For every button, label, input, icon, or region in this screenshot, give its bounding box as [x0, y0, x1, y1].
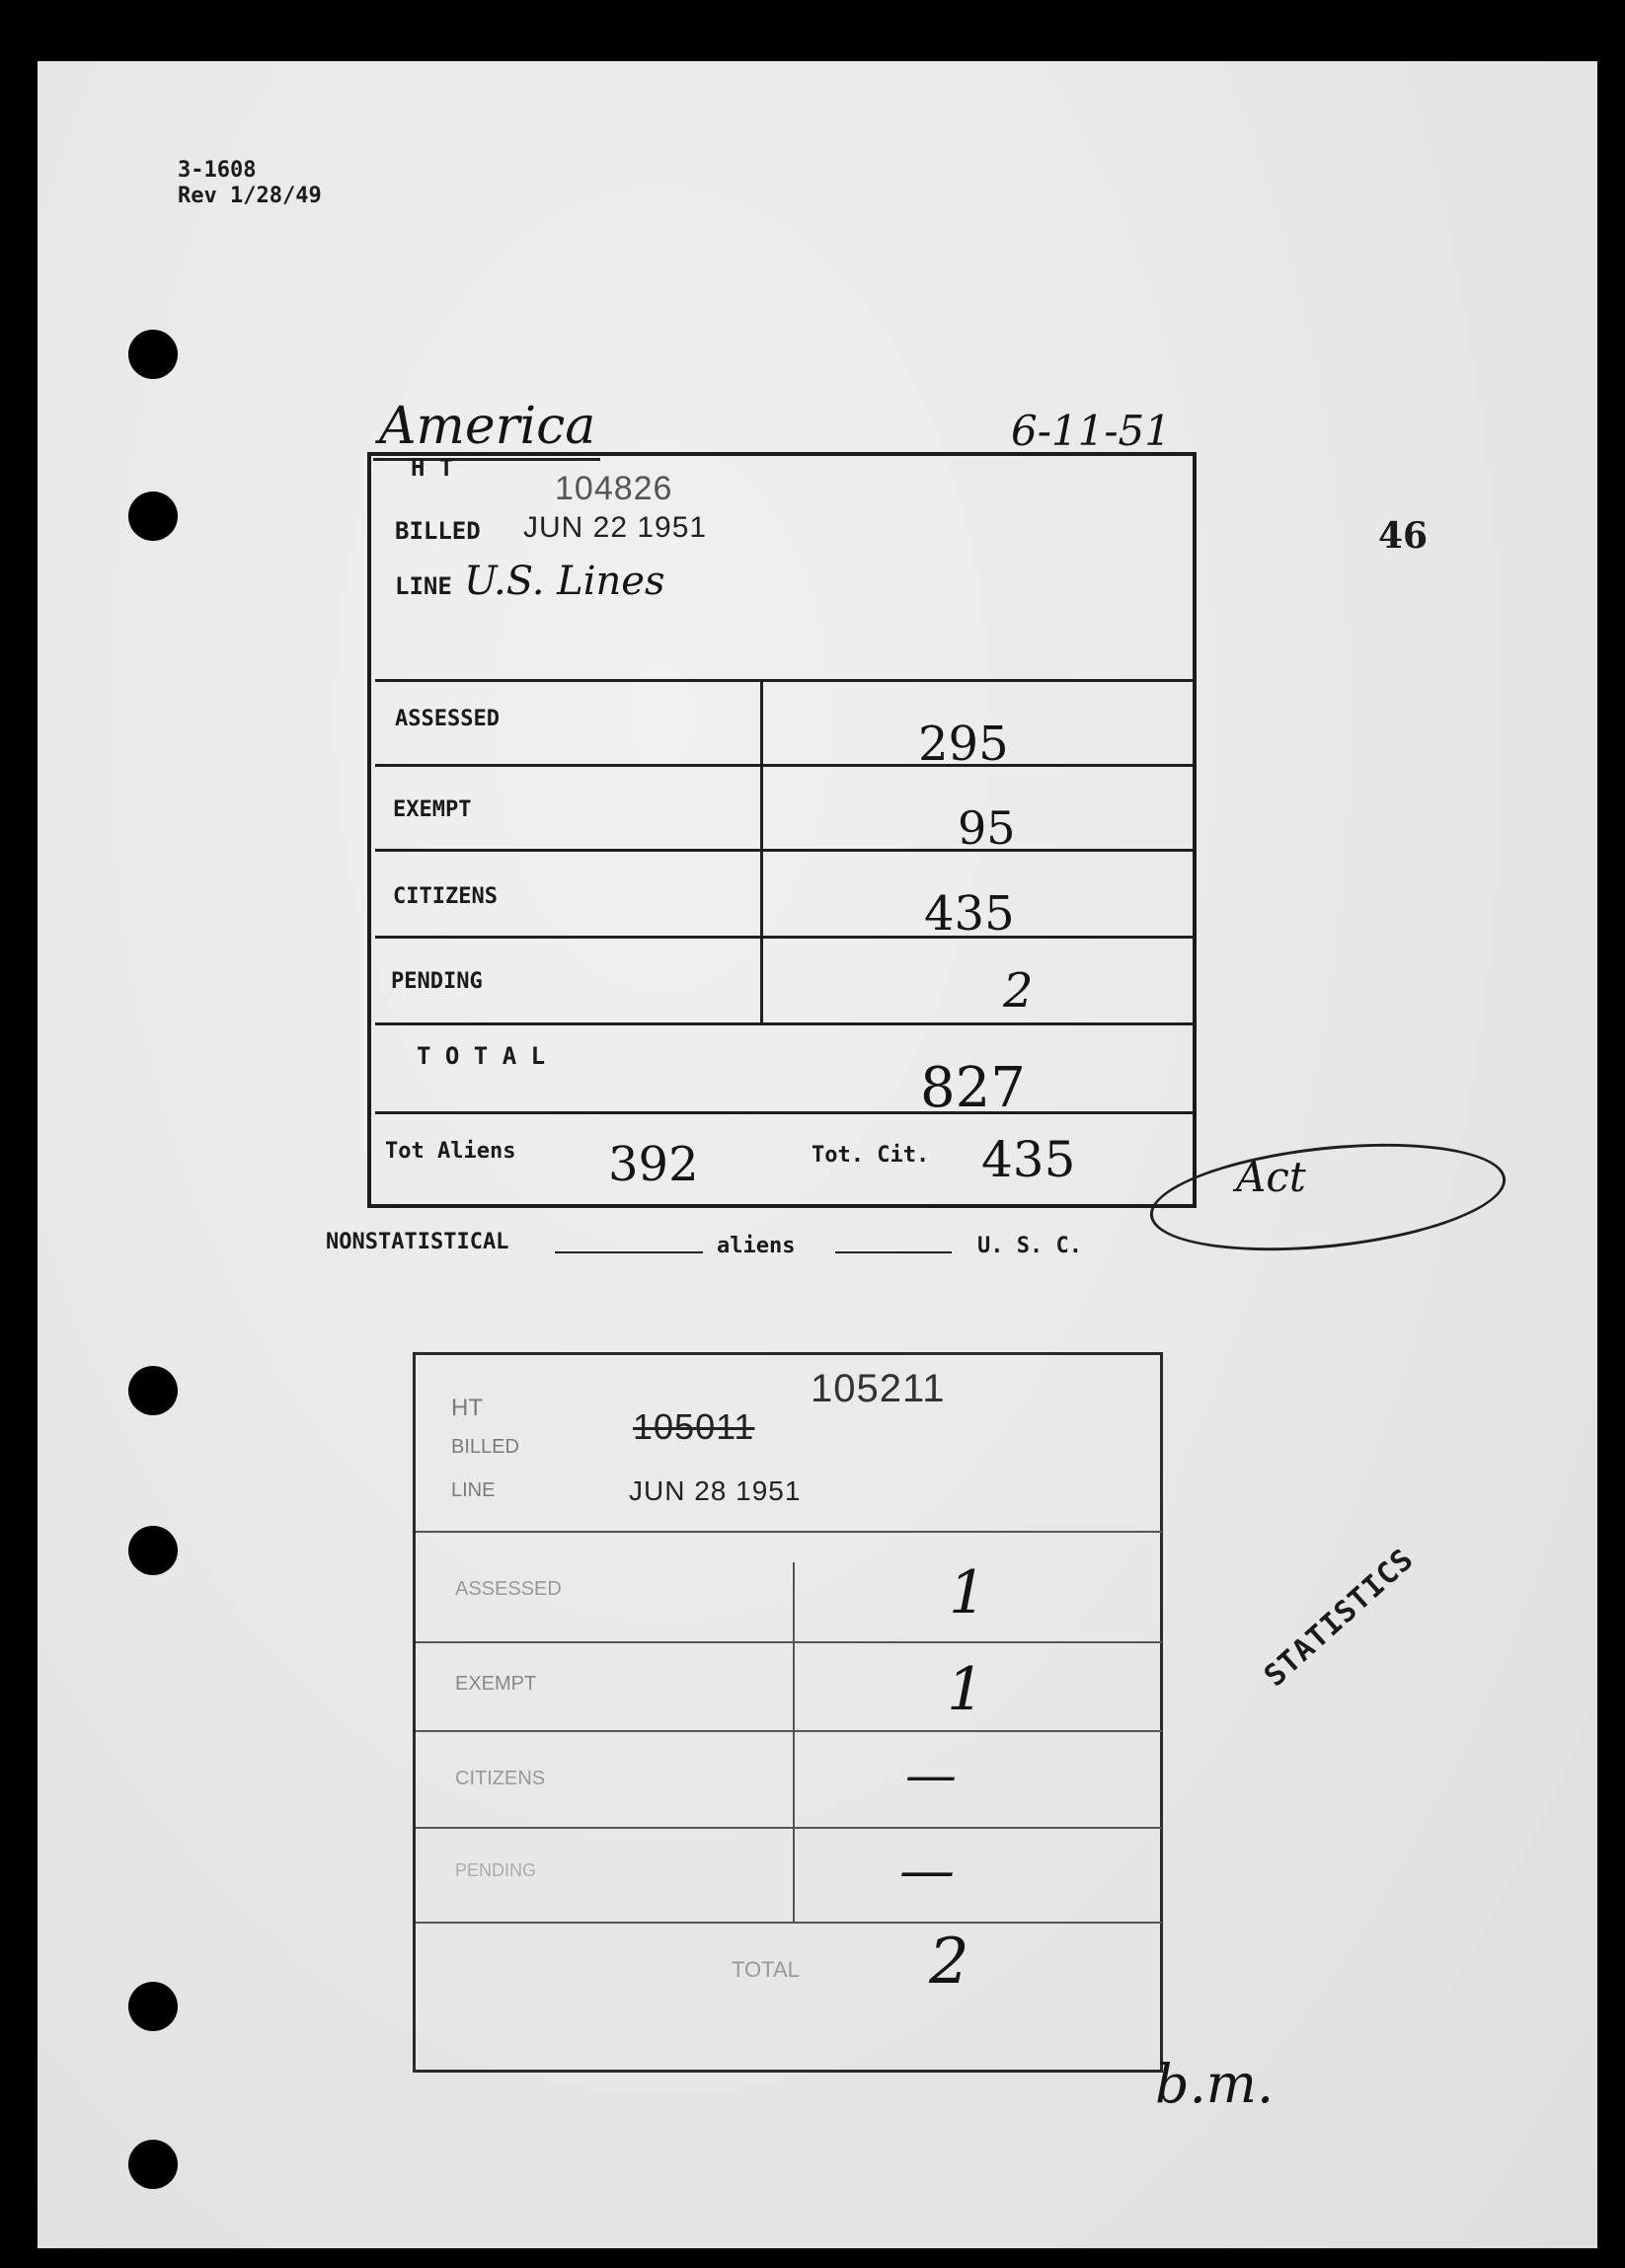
divider	[375, 679, 1193, 682]
row-label-assessed: ASSESSED	[395, 707, 500, 731]
line-label: LINE	[395, 572, 452, 600]
card2-total-value: 2	[929, 1926, 969, 1999]
ht-card-1	[367, 452, 1197, 1208]
card2-row-value-exempt: 1	[947, 1655, 985, 1724]
row-label-citizens: CITIZENS	[393, 884, 498, 909]
row-label-pending: PENDING	[391, 969, 483, 994]
card2-row-value-citizens: —	[905, 1746, 957, 1805]
card2-billed-date: JUN 28 1951	[629, 1475, 802, 1506]
divider	[416, 1641, 1162, 1643]
nonstatistical-label: NONSTATISTICAL	[326, 1230, 509, 1254]
card2-row-label-citizens: CITIZENS	[455, 1768, 546, 1789]
divider	[375, 764, 1193, 767]
ht-number: 104826	[555, 470, 673, 507]
divider	[416, 1827, 1162, 1829]
column-divider	[793, 1562, 795, 1924]
divider	[416, 1922, 1162, 1924]
card2-label-ht: HT	[451, 1395, 483, 1421]
card2-label-line: LINE	[451, 1479, 496, 1501]
row-label-exempt: EXEMPT	[393, 797, 472, 822]
form-code-line1: 3-1608	[178, 158, 257, 183]
tot-cit-label: Tot. Cit.	[812, 1143, 930, 1168]
page-number: 46	[1378, 515, 1429, 557]
card2-row-label-exempt: EXEMPT	[455, 1673, 537, 1695]
ht-label: H T	[411, 454, 454, 482]
card2-row-label-pending: PENDING	[455, 1860, 537, 1880]
divider	[375, 1022, 1193, 1025]
divider	[416, 1531, 1162, 1533]
row-value-citizens: 435	[924, 886, 1015, 942]
punch-hole	[128, 491, 178, 541]
usc-label: U. S. C.	[977, 1234, 1082, 1258]
divider	[416, 1730, 1162, 1732]
card2-row-value-assessed: 1	[949, 1558, 987, 1627]
card2-row-label-assessed: ASSESSED	[455, 1578, 562, 1600]
row-value-pending: 2	[1003, 963, 1034, 1019]
billed-date: JUN 22 1951	[523, 511, 708, 544]
card2-initials: b.m.	[1155, 2053, 1275, 2115]
divider	[375, 936, 1193, 939]
punch-hole	[128, 1982, 178, 2031]
card2-label-billed: BILLED	[451, 1436, 519, 1458]
tot-aliens-value: 392	[608, 1137, 699, 1192]
tot-aliens-label: Tot Aliens	[385, 1139, 516, 1164]
punch-hole	[128, 2140, 178, 2189]
tot-cit-value: 435	[981, 1131, 1076, 1188]
punch-hole	[128, 330, 178, 379]
punch-hole	[128, 1526, 178, 1575]
billed-label: BILLED	[395, 517, 481, 545]
statistics-stamp: STATISTICS	[1258, 1542, 1422, 1695]
aliens-blank	[835, 1251, 952, 1253]
aliens-label: aliens	[717, 1234, 796, 1258]
punch-hole	[128, 1366, 178, 1415]
column-divider	[760, 679, 763, 1024]
row-value-exempt: 95	[958, 801, 1016, 855]
ht-number-struck: 105011	[633, 1406, 755, 1447]
total-label: T O T A L	[417, 1042, 546, 1070]
card2-ht-number: 105211	[811, 1367, 946, 1410]
card2-row-value-pending: —	[899, 1839, 955, 1903]
ship-name: America	[379, 397, 596, 456]
card1-date: 6-11-51	[1011, 407, 1171, 455]
divider	[375, 1111, 1193, 1114]
card1-initials: Act	[1236, 1153, 1306, 1201]
ht-card-2	[413, 1352, 1163, 2073]
line-value: U.S. Lines	[464, 559, 665, 604]
nonstatistical-blank	[555, 1251, 703, 1253]
form-code-line2: Rev 1/28/49	[178, 184, 322, 208]
total-value: 827	[920, 1056, 1026, 1120]
card2-total-label: TOTAL	[732, 1957, 800, 1982]
row-value-assessed: 295	[918, 717, 1009, 772]
divider	[375, 849, 1193, 852]
